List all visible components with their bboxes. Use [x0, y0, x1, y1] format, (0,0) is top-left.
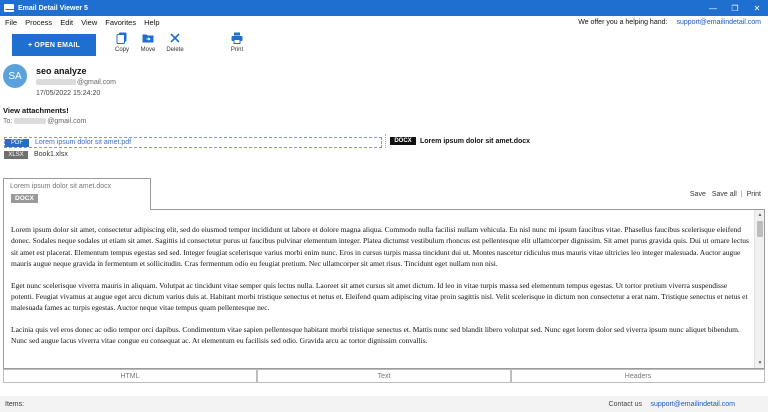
status-bar [0, 396, 768, 412]
contact-label: Contact us [608, 400, 642, 408]
redacted-text [14, 118, 46, 124]
to-label: To: [3, 118, 13, 125]
redacted-text [36, 79, 76, 85]
paragraph: Lacinia quis vel eros donec ac odio tempor orci dapibus. Condimentum vitae sapien pellentesque habitant morbi tristique senectus et. Mattis nunc sed blandit libero volutpat sed. Nunc eget lorem dolor sed viverra ipsum nunc aliquet bibendum. Nunc sed augue lacus viverra vitae congue eu consequat ac. At elementum eu facilisis sed odio. Gravida arcu ac tortor dignissim convallis. [11, 324, 740, 346]
items-count: Items: [5, 400, 25, 408]
preview-attachment-name: Lorem ipsum dolor sit amet.docx [420, 137, 531, 145]
attachment-list [4, 137, 382, 161]
print-document-button[interactable]: Print [746, 191, 761, 198]
attachment-name[interactable]: Lorem ipsum dolor sit amet.pdf [35, 139, 132, 146]
preview-attachment [390, 137, 530, 145]
print-button[interactable] [226, 32, 248, 54]
document-tab[interactable] [3, 178, 151, 210]
paragraph: Lorem ipsum dolor sit amet, consectetur adipiscing elit, sed do eiusmod tempor incididunt ut labore et dolore magna aliqua. Commodo nulla facilisi nullam vehicula. Eu nisl nunc mi ipsum faucibus vitae. Phasellus faucibus scelerisque eleifend donec. Sodales neque sodales ut etiam sit amet. Sagittis id consectetur purus ut faucibus pulvinar elementum integer. Platea dictumst vestibulum rhoncus est pellentesque elit ullamcorper dignissim. Sit amet purus gravida quis. Dui ut ornare lectus sit amet est placerat. Elementum tempus egestas sed sed. Integer feugiat scelerisque varius morbi enim nunc. Eros in cursus turpis massa tincidunt dui ut. Montes nascetur ridiculus mus mauris vitae ultricies leo integer malesuada. Auctor augue mauris augue neque gravida in fermentum et sollicitudin. Cras fermentum odio eu feugiat pretium. Nec ullamcorper sit amet risus. Tincidunt eget nullam non nisi. [11, 225, 749, 269]
document-actions [690, 191, 761, 198]
close-icon [169, 32, 181, 44]
paragraph: Eget nunc scelerisque viverra mauris in aliquam. Volutpat ac tincidunt vitae semper quis lectus nulla. Laoreet sit amet cursus sit amet dictum. Id leo in vitae turpis massa sed elementum tempus egestas. Ut tortor pretium viverra suspendisse potenti. Feugiat vivamus at augue eget arcu dictum varius duis at. Habitant morbi tristique senectus et netus et. Eleifend quam adipiscing vitae proin sagittis nisl. Velit scelerisque in dictum non consectetur a erat nam. Tristique senectus et netus et malesuada fames ac turpis egestas. Auctor neque vitae tempus quam pellentesque nec. [11, 280, 748, 313]
delete-button[interactable] [164, 32, 186, 54]
minimize-button[interactable]: — [709, 3, 717, 13]
title-bar [0, 0, 768, 16]
save-all-button[interactable]: Save all [711, 191, 737, 198]
email-subject: View attachments! [3, 106, 69, 115]
folder-move-icon [142, 32, 154, 44]
copy-icon [116, 32, 128, 44]
menu-view[interactable]: View [81, 18, 98, 27]
tab-headers[interactable]: Headers [511, 369, 765, 383]
printer-icon [231, 32, 243, 44]
docx-badge: DOCX [390, 137, 416, 145]
move-button[interactable] [137, 32, 159, 54]
attachment-name[interactable]: Book1.xlsx [34, 151, 68, 158]
email-date: 17/05/2022 15:24:20 [36, 90, 101, 97]
tab-html[interactable]: HTML [3, 369, 257, 383]
recipient-line [3, 118, 86, 125]
xlsx-badge: XLSX [4, 151, 28, 159]
scroll-thumb[interactable] [757, 221, 763, 237]
save-button[interactable]: Save [689, 191, 706, 198]
avatar: SA [3, 64, 27, 88]
divider [385, 134, 386, 148]
scroll-up-icon[interactable]: ▲ [757, 212, 763, 218]
copy-label: Copy [114, 47, 129, 53]
document-content[interactable] [3, 209, 765, 369]
help-line [578, 16, 761, 29]
open-email-button[interactable]: + OPEN EMAIL [12, 34, 96, 56]
envelope-icon [4, 4, 14, 12]
vertical-scrollbar[interactable] [754, 210, 764, 368]
menu-help[interactable]: Help [144, 18, 160, 27]
menu-process[interactable]: Process [25, 18, 53, 27]
copy-button[interactable] [111, 32, 133, 54]
menu-file[interactable]: File [5, 18, 18, 27]
delete-label: Delete [166, 47, 184, 53]
sender-email-domain: @gmail.com [77, 79, 117, 86]
move-label: Move [140, 47, 156, 53]
window-controls [702, 0, 768, 16]
sender-email [36, 79, 116, 86]
attachment-item[interactable] [4, 149, 382, 160]
attachment-item[interactable] [4, 137, 382, 148]
close-window-button[interactable]: ✕ [753, 3, 761, 13]
sender-name: seo analyze [36, 66, 87, 76]
recipient-domain: @gmail.com [47, 118, 87, 125]
document-tab-badge: DOCX [11, 194, 38, 203]
help-text: We offer you a helping hand: [578, 19, 668, 26]
maximize-button[interactable]: ❐ [731, 3, 739, 13]
window-title: Email Detail Viewer 5 [18, 4, 88, 12]
support-email-link[interactable]: support@emailindetail.com [676, 19, 761, 26]
pdf-badge: PDF [5, 139, 29, 147]
tab-text[interactable]: Text [257, 369, 511, 383]
view-tabs [3, 369, 765, 383]
status-support-email-link[interactable]: support@emailindetail.com [650, 400, 735, 408]
separator: | [740, 191, 743, 198]
document-tab-title: Lorem ipsum dolor sit amet.docx [10, 183, 112, 190]
menu-edit[interactable]: Edit [60, 18, 74, 27]
print-label: Print [230, 47, 244, 53]
scroll-down-icon[interactable]: ▼ [757, 360, 763, 366]
menu-favorites[interactable]: Favorites [105, 18, 137, 27]
document-text [11, 224, 749, 357]
